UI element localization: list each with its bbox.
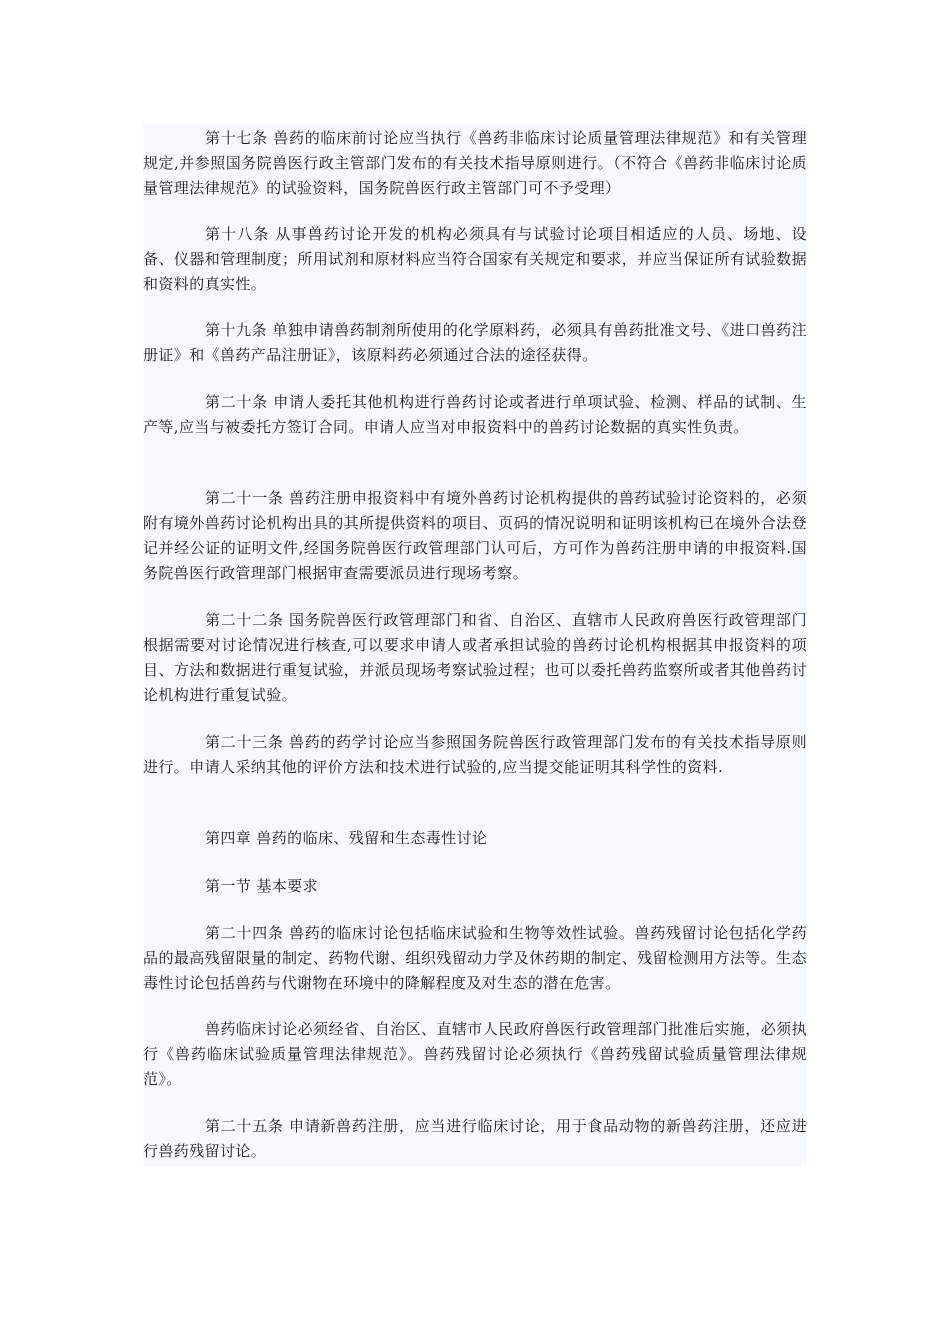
paragraph-article-20: 第二十条 申请人委托其他机构进行兽药讨论或者进行单项试验、检测、样品的试制、生产等,应当与被委托方签订合同。申请人应当对申报资料中的兽药讨论数据的真实性负责。 — [143, 393, 807, 436]
paragraph-article-17: 第十七条 兽药的临床前讨论应当执行《兽药非临床讨论质量管理法律规范》和有关管理规定,并参照国务院兽医行政主管部门发布的有关技术指导原则进行。（不符合《兽药非临床讨论质量管理法律规范》的试验资料，国务院兽医行政主管部门可不予受理） — [143, 129, 807, 197]
paragraph-article-22: 第二十二条 国务院兽医行政管理部门和省、自治区、直辖市人民政府兽医行政管理部门根据需要对讨论情况进行核查,可以要求申请人或者承担试验的兽药讨论机构根据其申报资料的项目、方法和数据进行重复试验，并派员现场考察试验过程；也可以委托兽药监察所或者其他兽药讨论机构进行重复试验。 — [143, 611, 807, 704]
paragraph-article-23: 第二十三条 兽药的药学讨论应当参照国务院兽医行政管理部门发布的有关技术指导原则进行。申请人采纳其他的评价方法和技术进行试验的,应当提交能证明其科学性的资料. — [143, 733, 807, 776]
paragraph-article-18: 第十八条 从事兽药讨论开发的机构必须具有与试验讨论项目相适应的人员、场地、设备、仪器和管理制度；所用试剂和原材料应当符合国家有关规定和要求，并应当保证所有试验数据和资料的真实性。 — [143, 225, 807, 293]
chapter-heading: 第四章 兽药的临床、残留和生态毒性讨论 — [205, 829, 488, 847]
paragraph-clinical-requirements: 兽药临床讨论必须经省、自治区、直辖市人民政府兽医行政管理部门批准后实施，必须执行《兽药临床试验质量管理法律规范》。兽药残留讨论必须执行《兽药残留试验质量管理法律规范》。 — [143, 1020, 807, 1088]
paragraph-article-21: 第二十一条 兽药注册申报资料中有境外兽药讨论机构提供的兽药试验讨论资料的，必须附有境外兽药讨论机构出具的其所提供资料的项目、页码的情况说明和证明该机构已在境外合法登记并经公证的证明文件,经国务院兽医行政管理部门认可后，方可作为兽药注册申请的申报资料.国务院兽医行政管理部门根据审查需要派员进行现场考察。 — [143, 489, 807, 582]
document-body — [143, 124, 807, 1166]
section-heading: 第一节 基本要求 — [205, 877, 318, 895]
paragraph-article-24: 第二十四条 兽药的临床讨论包括临床试验和生物等效性试验。兽药残留讨论包括化学药品的最高残留限量的制定、药物代谢、组织残留动力学及休药期的制定、残留检测用方法等。生态毒性讨论包括兽药与代谢物在环境中的降解程度及对生态的潜在危害。 — [143, 924, 807, 992]
paragraph-article-19: 第十九条 单独申请兽药制剂所使用的化学原料药，必须具有兽药批准文号、《进口兽药注册证》和《兽药产品注册证》，该原料药必须通过合法的途径获得。 — [143, 321, 807, 364]
paragraph-article-25: 第二十五条 申请新兽药注册，应当进行临床讨论，用于食品动物的新兽药注册，还应进行兽药残留讨论。 — [143, 1117, 807, 1160]
